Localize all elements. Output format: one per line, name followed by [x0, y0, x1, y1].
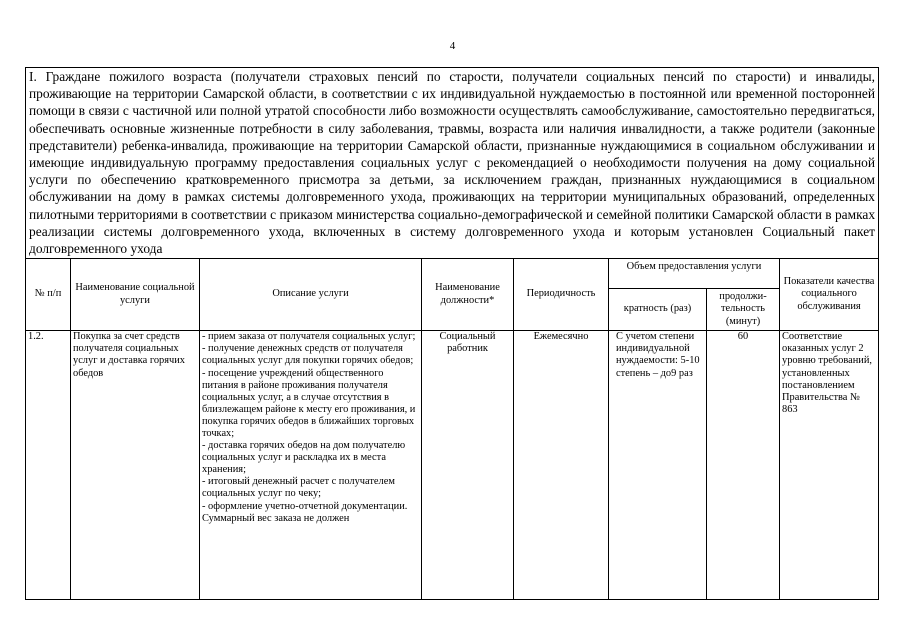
header-position: Наименование должности*: [422, 259, 514, 331]
header-service-name: Наименование социальной услуги: [71, 259, 200, 331]
description-line: - итоговый денежный расчет с получателем социальных услуг по чеку;: [202, 476, 395, 500]
row-num: 1.2.: [26, 331, 71, 600]
table-row: [26, 331, 879, 600]
header-row-1: [26, 259, 879, 289]
header-duration: продолжи-тельность (минут): [707, 289, 780, 331]
header-description: Описание услуги: [200, 259, 422, 331]
services-table: [25, 67, 879, 600]
row-quality: Соответствие оказанных услуг 2 уровню требований, установленных постановлением Правительства № 863: [780, 331, 879, 600]
description-line: - прием заказа от получателя социальных услуг;: [202, 331, 416, 343]
header-volume-group: Объем предоставления услуги: [609, 259, 780, 289]
description-line: - оформление учетно-отчетной документации.: [202, 500, 408, 512]
page-number: 4: [449, 40, 456, 52]
section-heading: I. Граждане пожилого возраста (получатели страховых пенсий по старости, получатели социальных пенсий по старости) и инвалиды, проживающие на территории Самарской области, в соответствии с их индивидуальной нуждаемостью в постоянной или временной посторонней помощи в связи с частичной или полной утратой способности либо возможности осуществлять самообслуживание, самостоятельно передвигаться, обеспечивать основные жизненные потребности в силу заболевания, травмы, возраста или наличия инвалидности, а также родители (законные представители) ребенка-инвалида, проживающие на территории Самарской области, признанные нуждающимися в социальном обслуживании и имеющие индивидуальную программу предоставления социальных услуг с рекомендацией о необходимости получения на дому социальной услуги по обеспечению кратковременного присмотра за детьми, за исключением граждан, признанных нуждающимися в социальном обслуживании на дому в рамках системы долговременного ухода, проживающих на территории муниципальных образований, определенных пилотными территориями в соответствии с приказом министерства социально-демографической и семейной политики Самарской области в рамках реализации системы долговременного ухода, включенных в систему долговременного ухода и которым установлен Социальный пакет долговременного ухода: [26, 68, 879, 259]
description-line: - посещение учреждений общественного питания в районе проживания получателя социальных услуг, а в случае отсутствия в близлежащем районе к месту его проживания, и покупка горячих обедов в ближайших торговых точках;: [202, 367, 416, 439]
header-multiplicity: кратность (раз): [609, 289, 707, 331]
row-position: Социальный работник: [422, 331, 514, 600]
row-multiplicity: С учетом степени индивидуальной нуждаемости: 5-10 степень – до9 раз: [609, 331, 707, 600]
row-periodicity: Ежемесячно: [514, 331, 609, 600]
header-quality: Показатели качества социального обслуживания: [780, 259, 879, 331]
description-line: Суммарный вес заказа не должен: [202, 512, 350, 524]
row-duration: 60: [707, 331, 780, 600]
row-service-name: Покупка за счет средств получателя социальных услуг и доставка горячих обедов: [71, 331, 200, 600]
section-heading-row: [26, 68, 879, 259]
description-line: - доставка горячих обедов на дом получателю социальных услуг и раскладка их в места хранения;: [202, 440, 406, 476]
header-periodicity: Периодичность: [514, 259, 609, 331]
description-line: - получение денежных средств от получателя социальных услуг для покупки горячих обедов;: [202, 343, 414, 367]
row-description: [200, 331, 422, 600]
header-num: № п/п: [26, 259, 71, 331]
